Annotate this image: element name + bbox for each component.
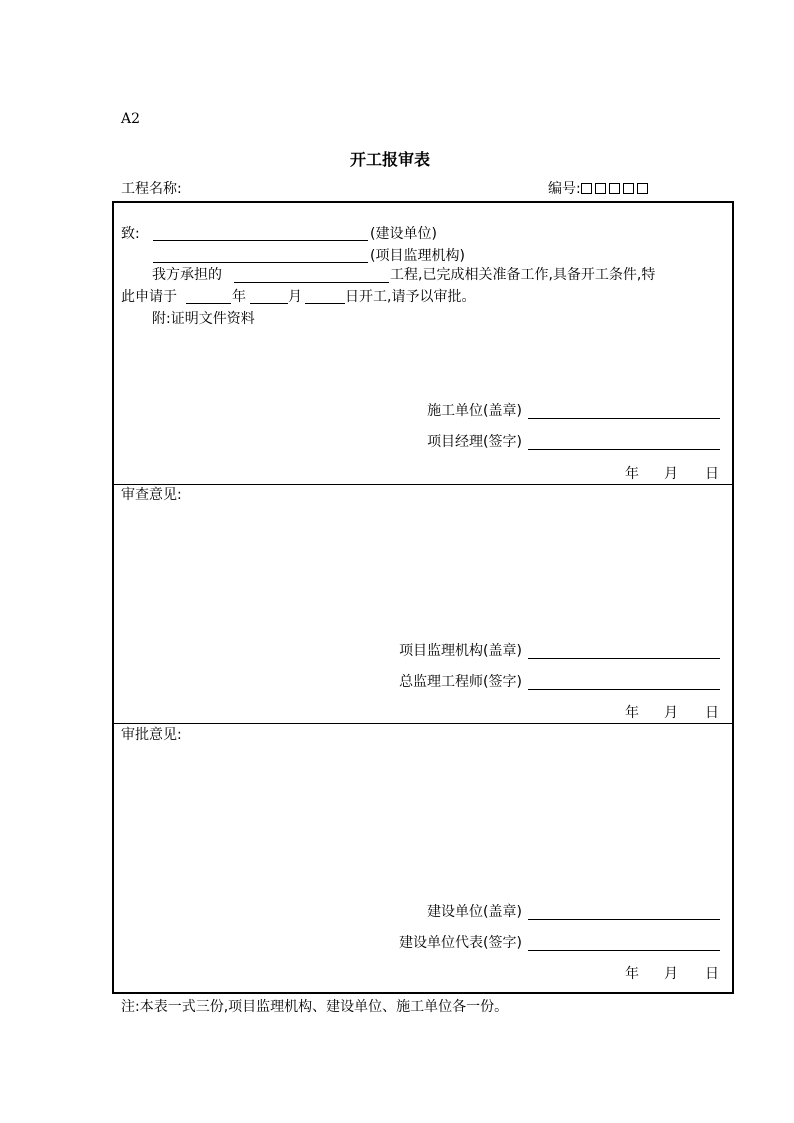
serial-number — [548, 181, 651, 197]
date-month: 月 — [664, 466, 678, 482]
recipient2-suffix: (项目监理机构) — [370, 248, 465, 264]
start-year-field[interactable] — [186, 303, 231, 304]
date-year: 年 — [625, 705, 639, 721]
start-month-field[interactable] — [250, 303, 288, 304]
start-month-label: 月 — [288, 289, 302, 305]
body-part2: 工程,已完成相关准备工作,具备开工条件,特 — [390, 267, 656, 283]
serial-digit-box[interactable] — [609, 183, 620, 194]
contractor-seal-label: 施工单位(盖章) — [427, 403, 522, 419]
project-field[interactable] — [234, 282, 389, 283]
supervisor-seal-label: 项目监理机构(盖章) — [399, 643, 522, 659]
serial-digit-box[interactable] — [581, 183, 592, 194]
recipient1-field[interactable] — [153, 240, 368, 241]
section-divider-2 — [113, 723, 734, 724]
owner-seal-label: 建设单位(盖章) — [427, 904, 522, 920]
approval-heading: 审批意见: — [121, 727, 182, 743]
start-day-suffix: 日开工,请予以审批。 — [345, 289, 476, 305]
serial-digit-box[interactable] — [623, 183, 634, 194]
project-name-label: 工程名称: — [121, 181, 182, 197]
attachment: 附:证明文件资料 — [152, 311, 255, 327]
chief-engineer-sign-label: 总监理工程师(签字) — [399, 674, 522, 690]
recipient2-field[interactable] — [153, 262, 368, 263]
footnote: 注:本表一式三份,项目监理机构、建设单位、施工单位各一份。 — [121, 999, 509, 1015]
serial-digit-box[interactable] — [595, 183, 606, 194]
date-year: 年 — [625, 466, 639, 482]
recipient1-suffix: (建设单位) — [370, 226, 437, 242]
to-label: 致: — [121, 226, 140, 242]
contractor-seal-field[interactable] — [528, 418, 720, 419]
start-day-field[interactable] — [305, 303, 345, 304]
form-code: A2 — [121, 111, 141, 127]
date-day: 日 — [705, 466, 719, 482]
form-title: 开工报审表 — [350, 150, 431, 169]
serial-label: 编号: — [548, 181, 581, 197]
manager-sign-label: 项目经理(签字) — [427, 434, 522, 450]
body-part1: 我方承担的 — [152, 267, 222, 283]
manager-sign-field[interactable] — [528, 449, 720, 450]
start-year-label: 年 — [232, 289, 246, 305]
date-year: 年 — [625, 966, 639, 982]
date-day: 日 — [705, 705, 719, 721]
owner-seal-field[interactable] — [528, 919, 720, 920]
supervisor-seal-field[interactable] — [528, 658, 720, 659]
owner-rep-sign-label: 建设单位代表(签字) — [399, 935, 522, 951]
owner-rep-sign-field[interactable] — [528, 950, 720, 951]
date-month: 月 — [664, 705, 678, 721]
date-month: 月 — [664, 966, 678, 982]
review-heading: 审查意见: — [121, 487, 182, 503]
section-divider-1 — [113, 484, 734, 485]
chief-engineer-sign-field[interactable] — [528, 689, 720, 690]
serial-digit-box[interactable] — [637, 183, 648, 194]
body-line2-prefix: 此申请于 — [121, 289, 177, 305]
date-day: 日 — [705, 966, 719, 982]
serial-boxes — [581, 181, 651, 197]
